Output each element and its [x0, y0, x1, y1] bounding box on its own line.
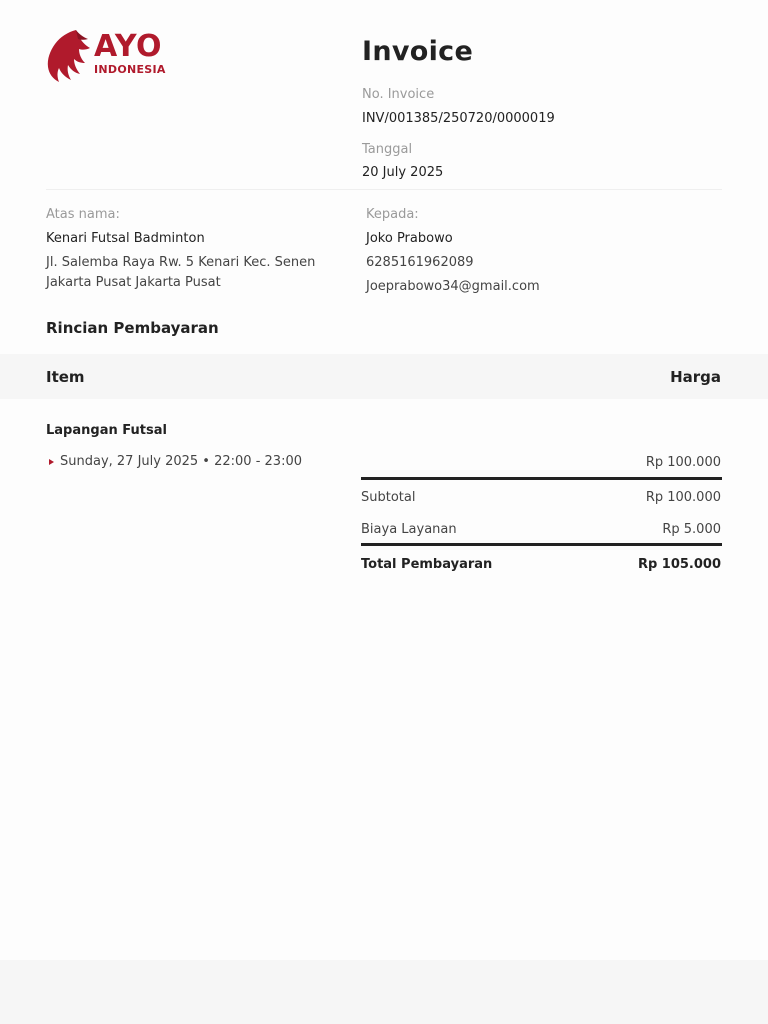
line-item-price: Rp 100.000: [645, 455, 721, 470]
page-footer: [0, 960, 768, 1024]
ayo-indonesia-logo: [46, 28, 176, 84]
logo-subtitle: INDONESIA: [94, 63, 166, 76]
invoice-date: 20 July 2025: [362, 165, 444, 180]
summary-divider-bottom: [361, 543, 722, 546]
header-divider: [46, 189, 722, 190]
summary-divider-top: [361, 477, 722, 480]
logo-wordmark: AYO: [94, 29, 163, 64]
to-label: Kepada:: [366, 207, 419, 222]
from-address-line1: Jl. Salemba Raya Rw. 5 Kenari Kec. Senen: [46, 255, 316, 270]
invoice-number: INV/001385/250720/0000019: [362, 111, 555, 126]
column-header-price: Harga: [670, 368, 721, 386]
invoice-title: Invoice: [362, 36, 474, 67]
table-header: [0, 354, 768, 399]
from-label: Atas nama:: [46, 207, 120, 222]
subtotal-value: Rp 100.000: [645, 490, 721, 505]
total-value: Rp 105.000: [637, 557, 721, 572]
subtotal-label: Subtotal: [361, 490, 416, 505]
garuda-logo-icon: [46, 28, 92, 84]
service-fee-value: Rp 5.000: [662, 522, 721, 537]
column-header-item: Item: [46, 368, 85, 386]
bullet-icon: [49, 459, 54, 465]
invoice-date-label: Tanggal: [362, 142, 413, 157]
line-item-schedule-text: Sunday, 27 July 2025 • 22:00 - 23:00: [60, 454, 302, 469]
total-label: Total Pembayaran: [361, 557, 493, 572]
to-phone: 6285161962089: [366, 255, 474, 270]
line-item-schedule: [46, 454, 302, 469]
to-name: Joko Prabowo: [366, 231, 453, 246]
service-fee-label: Biaya Layanan: [361, 522, 457, 537]
payment-details-title: Rincian Pembayaran: [46, 319, 219, 337]
invoice-number-label: No. Invoice: [362, 87, 435, 102]
from-address-line2: Jakarta Pusat Jakarta Pusat: [46, 275, 221, 290]
to-email: Joeprabowo34@gmail.com: [366, 279, 540, 294]
line-item-name: Lapangan Futsal: [46, 423, 167, 438]
from-name: Kenari Futsal Badminton: [46, 231, 205, 246]
